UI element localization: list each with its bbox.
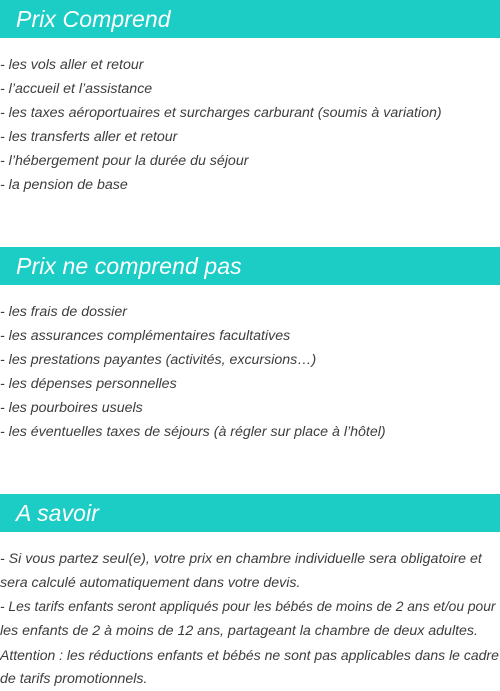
paragraph-line: Attention : les réductions enfants et bébés ne sont pas applicables dans le cadre [0, 647, 499, 663]
paragraph-line: sera calculé automatiquement dans votre devis. [0, 575, 301, 591]
section-title: Prix ne comprend pas [16, 252, 242, 279]
list-item: - les vols aller et retour [0, 57, 144, 73]
section-title: Prix Comprend [16, 5, 171, 32]
included-list [0, 53, 500, 197]
list-item: - les prestations payantes (activités, excursions…) [0, 352, 317, 368]
list-item: - l’accueil et l’assistance [0, 81, 153, 97]
info-paragraph [0, 547, 500, 691]
list-item: - les transferts aller et retour [0, 129, 178, 145]
list-item: - les taxes aéroportuaires et surcharges carburant (soumis à variation) [0, 105, 442, 121]
list-item: - les assurances complémentaires facultatives [0, 328, 291, 344]
excluded-list [0, 300, 500, 444]
paragraph-line: - Si vous partez seul(e), votre prix en chambre individuelle sera obligatoire et [0, 551, 482, 567]
paragraph-line: de tarifs promotionnels. [0, 671, 148, 687]
list-item: - l’hébergement pour la durée du séjour [0, 153, 249, 169]
list-item: - la pension de base [0, 177, 128, 193]
paragraph-line: les enfants de 2 à moins de 12 ans, partageant la chambre de deux adultes. [0, 623, 478, 639]
paragraph-line: - Les tarifs enfants seront appliqués pour les bébés de moins de 2 ans et/ou pour [0, 599, 496, 614]
section-header-a-savoir [0, 494, 500, 532]
list-item: - les frais de dossier [0, 304, 127, 320]
section-title: A savoir [16, 499, 100, 526]
list-item: - les dépenses personnelles [0, 376, 177, 392]
section-header-prix-ne-comprend-pas [0, 247, 500, 285]
section-header-prix-comprend [0, 0, 500, 38]
list-item: - les éventuelles taxes de séjours (à régler sur place à l’hôtel) [0, 424, 386, 440]
list-item: - les pourboires usuels [0, 400, 143, 416]
